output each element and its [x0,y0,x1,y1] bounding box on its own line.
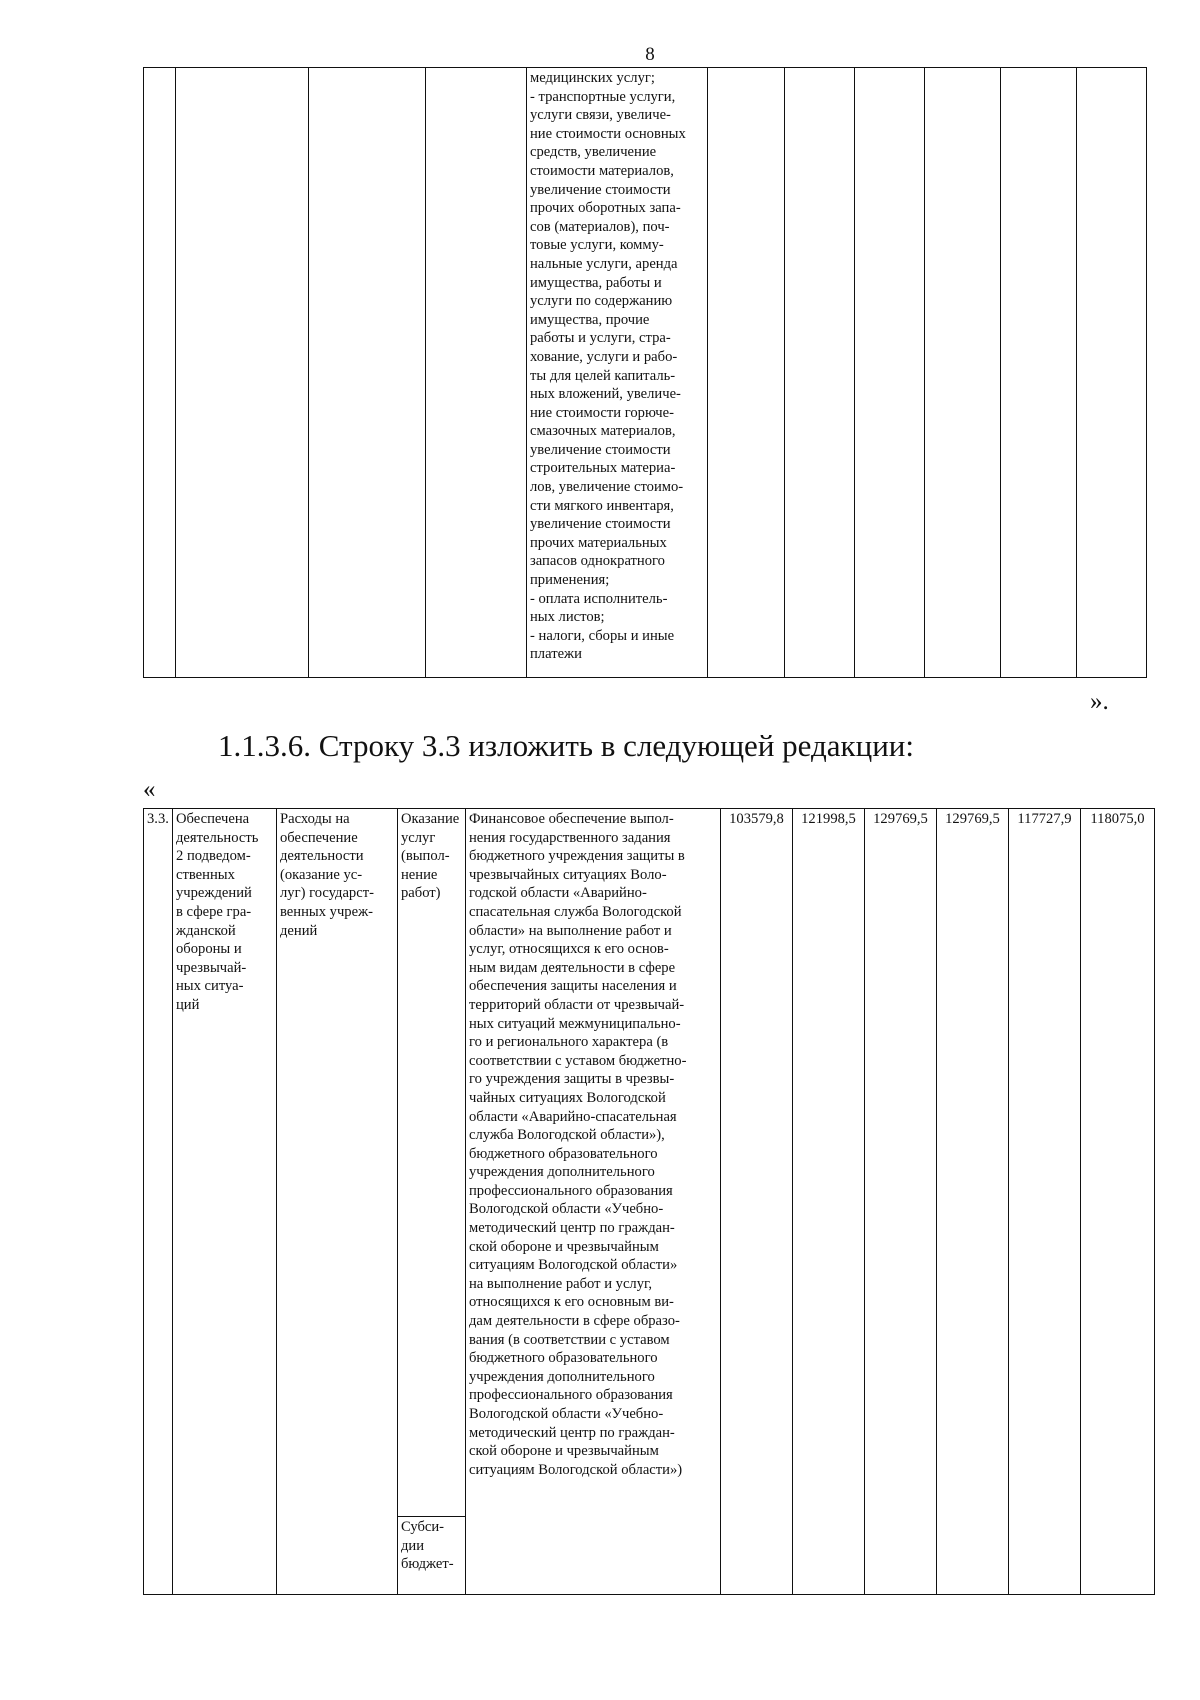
text-line: (оказание ус- [280,866,363,883]
text-line: методический центр по граждан- [469,1424,675,1441]
text-line: чайных ситуациях Вологодской [469,1089,666,1106]
value-cell: 103579,8 [721,809,793,1595]
empty-cell [1077,68,1147,678]
text-line: ской обороне и чрезвычайным [469,1238,659,1255]
value-cell: 121998,5 [793,809,865,1595]
text-line: услуг, относящихся к его основ- [469,941,669,958]
empty-cell [708,68,785,678]
text-line: строительных материа- [530,460,676,477]
closing-quote: ». [1090,688,1109,715]
text-line: профессионального образования [469,1387,673,1404]
text-line: услуги связи, увеличе- [530,107,671,124]
text-line: платежи [530,646,582,663]
text-line: ных вложений, увеличе- [530,386,681,403]
text-line: деятельности [280,848,364,865]
value-cell: 118075,0 [1081,809,1155,1595]
text-line: бюджетного образовательного [469,1350,658,1367]
text-line: годской области «Аварийно- [469,885,647,902]
text-line: Финансовое обеспечение выпол- [469,811,674,827]
text-line: ных ситуа- [176,978,244,995]
text-line: в сфере гра- [176,903,252,920]
text-line: на выполнение работ и услуг, [469,1275,652,1292]
subsidy-cell [398,1517,466,1595]
empty-cell [144,68,176,678]
row-3-3-table [143,808,1155,1595]
text-line: служба Вологодской области»), [469,1127,665,1144]
text-line: жданской [176,922,236,939]
opening-quote: « [143,776,156,803]
text-line: ных листов; [530,609,605,626]
text-line: дений [280,922,318,939]
row-number: 3.3. [144,809,173,1595]
text-line: дии [401,1537,425,1554]
text-line: стоимости материалов, [530,162,674,179]
text-line: - оплата исполнитель- [530,590,668,607]
text-line: бюджетного учреждения защиты в [469,848,685,865]
value-cell: 117727,9 [1009,809,1081,1595]
type-cell [398,809,466,1517]
text-line: работы и услуги, стра- [530,330,671,347]
text-line: ственных [176,866,235,883]
goal-cell [173,809,277,1595]
text-line: учреждений [176,885,252,902]
text-line: - транспортные услуги, [530,88,676,105]
empty-cell [785,68,855,678]
text-line: нения государственного задания [469,829,671,846]
text-line: увеличение стоимости [530,516,671,533]
table-row [144,809,1155,1517]
text-line: бюджетного образовательного [469,1145,658,1162]
text-line: чрезвычай- [176,959,247,976]
text-line: Субси- [401,1519,445,1535]
text-line: обеспечение [280,829,358,846]
text-line: нение [401,866,438,883]
text-line: средств, увеличение [530,144,657,161]
empty-cell [1001,68,1077,678]
text-line: прочих оборотных запа- [530,200,681,217]
text-line: услуги по содержанию [530,293,673,310]
text-line: увеличение стоимости [530,441,671,458]
text-line: Вологодской области «Учебно- [469,1406,664,1422]
text-line: учреждения дополнительного [469,1164,655,1181]
text-line: ты для целей капиталь- [530,367,676,384]
text-line: товые услуги, комму- [530,237,664,254]
text-line: деятельность [176,829,259,846]
continuation-table [143,67,1147,678]
empty-cell [925,68,1001,678]
text-line: бюджет- [401,1556,454,1573]
text-line: медицинских услуг; [530,70,655,86]
page-number: 8 [645,44,655,65]
text-line: относящихся к его основным ви- [469,1294,674,1311]
value-cell: 129769,5 [937,809,1009,1595]
text-line: учреждения дополнительного [469,1368,655,1385]
text-line: ций [176,996,200,1013]
text-line: области «Аварийно-спасательная [469,1108,677,1125]
text-line: увеличение стоимости [530,181,671,198]
description-cell [466,809,721,1595]
value-cell: 129769,5 [865,809,937,1595]
text-line: - налоги, сборы и иные [530,627,675,644]
text-line: го и регионального характера (в [469,1034,669,1051]
empty-cell [176,68,309,678]
text-line: Обеспечена [176,811,250,827]
text-line: вания (в соответствии с уставом [469,1331,670,1348]
text-line: обеспечения защиты населения и [469,978,677,995]
text-line: Вологодской области «Учебно- [469,1201,664,1218]
text-line: луг) государст- [280,885,374,902]
continuation-row [144,68,1147,678]
text-line: методический центр по граждан- [469,1220,675,1237]
text-line: (выпол- [401,848,450,865]
text-line: прочих материальных [530,534,667,551]
empty-cell [426,68,527,678]
text-line: спасательная служба Вологодской [469,903,682,920]
text-line: ние стоимости горюче- [530,404,674,421]
text-line: дам деятельности в сфере образо- [469,1313,680,1330]
text-line: сти мягкого инвентаря, [530,497,674,514]
text-line: применения; [530,572,610,589]
text-line: Оказание [401,811,460,827]
text-line: ние стоимости основных [530,125,686,142]
text-line: венных учреж- [280,903,374,920]
text-line: имущества, работы и [530,274,662,291]
section-heading: 1.1.3.6. Строку 3.3 изложить в следующей редакции: [218,728,914,763]
text-line: профессионального образования [469,1182,673,1199]
text-line: ных ситуаций межмуниципально- [469,1015,681,1032]
text-line: соответствии с уставом бюджетно- [469,1052,687,1069]
text-line: нальные услуги, аренда [530,255,678,272]
text-line: области» на выполнение работ и [469,922,672,939]
text-line: хование, услуги и рабо- [530,348,678,365]
text-line: ситуациям Вологодской области») [469,1461,683,1478]
text-line: услуг [401,829,436,846]
text-line: ской обороне и чрезвычайным [469,1443,659,1460]
text-line: ситуациям Вологодской области» [469,1257,678,1274]
text-line: обороны и [176,941,242,958]
text-line: сов (материалов), поч- [530,218,670,235]
expense-cell [277,809,398,1595]
text-line: территорий области от чрезвычай- [469,996,685,1013]
text-line: смазочных материалов, [530,423,676,440]
text-line: Расходы на [280,811,350,827]
text-line: го учреждения защиты в чрезвы- [469,1071,675,1088]
measures-cell [527,68,708,678]
text-line: 2 подведом- [176,848,251,865]
text-line: чрезвычайных ситуациях Воло- [469,866,667,883]
text-line: ным видам деятельности в сфере [469,959,676,976]
text-line: работ) [401,885,441,902]
empty-cell [309,68,426,678]
text-line: запасов однократного [530,553,665,570]
text-line: лов, увеличение стоимо- [530,479,684,496]
text-line: имущества, прочие [530,311,650,328]
empty-cell [855,68,925,678]
